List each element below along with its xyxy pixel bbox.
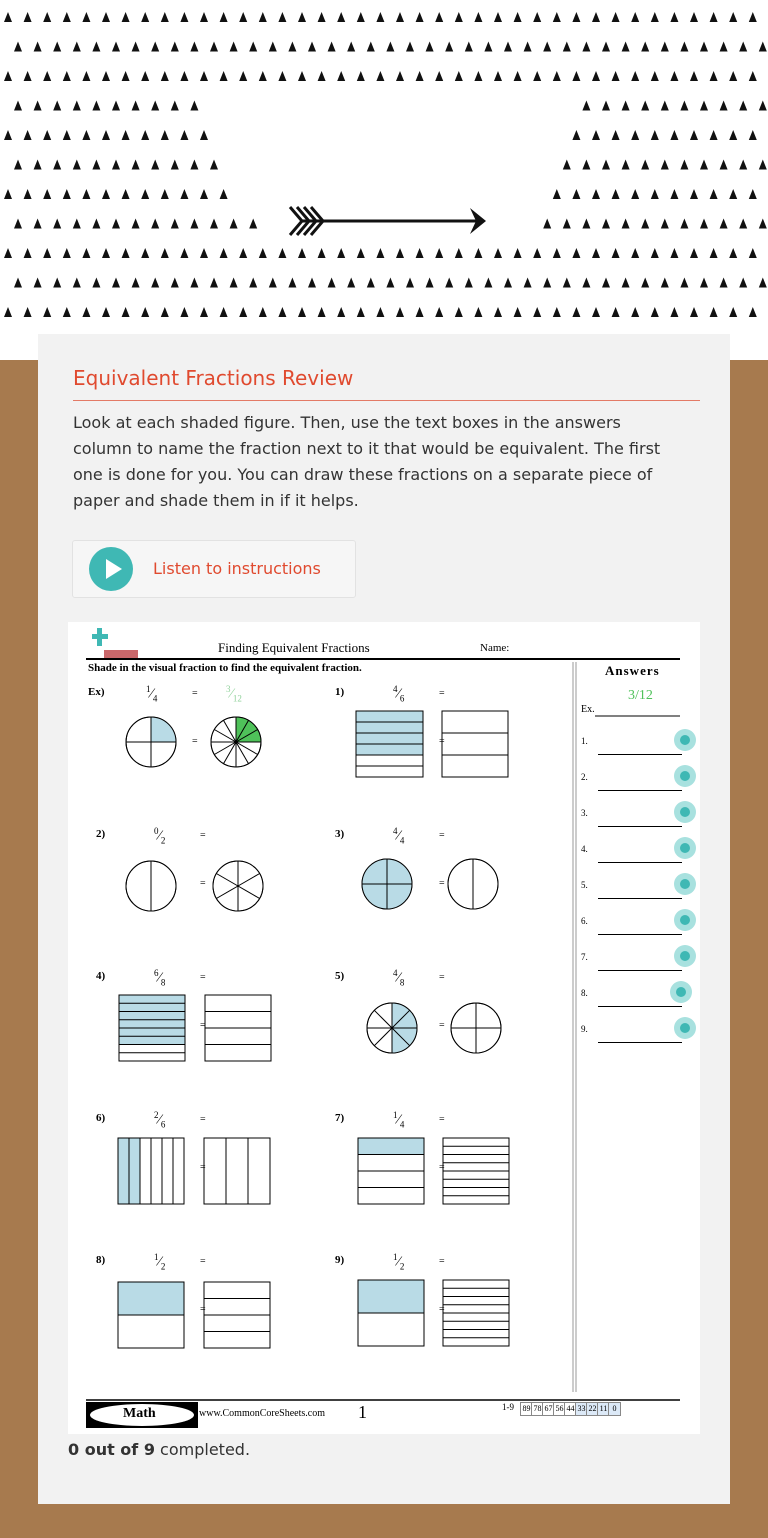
banner	[0, 0, 768, 360]
equals-sign: =	[439, 1162, 445, 1173]
activity-title: Equivalent Fractions Review	[73, 366, 700, 401]
activity-instructions: Look at each shaded figure. Then, use the text boxes in the answers column to name the fraction next to it that would be equivalent. The first one is done for you. You can draw these fractions on a separate piece of paper and shade them in if it helps.	[73, 413, 661, 510]
equals-sign: =	[439, 688, 445, 699]
equals-sign: =	[439, 1114, 445, 1125]
answer-input-7[interactable]	[598, 950, 682, 971]
problem-label: 4)	[96, 970, 106, 982]
example-answer: 3/12	[628, 688, 653, 703]
equals-sign: =	[200, 878, 206, 889]
problem-8-right-figure	[204, 1282, 270, 1348]
equals-sign: =	[439, 972, 445, 983]
answer-status-icon[interactable]	[670, 981, 692, 1003]
answer-input-1[interactable]	[598, 734, 682, 755]
answer-status-icon[interactable]	[674, 801, 696, 823]
problem-label: 6)	[96, 1112, 106, 1124]
problem-3-left-circle	[362, 859, 412, 909]
score-cell: 78	[531, 1402, 544, 1416]
problem-label: 2)	[96, 828, 106, 840]
answer-input-4[interactable]	[598, 842, 682, 863]
footer-url: www.CommonCoreSheets.com	[199, 1408, 326, 1419]
answer-status-icon[interactable]	[674, 1017, 696, 1039]
answer-status-icon[interactable]	[674, 765, 696, 787]
answer-status-icon[interactable]	[674, 729, 696, 751]
score-cell: 67	[542, 1402, 555, 1416]
problem-label: 9)	[335, 1254, 345, 1266]
problem-fraction: $^1⁄_2$	[393, 1252, 405, 1272]
problem-4-left-figure	[119, 995, 185, 1061]
problem-fraction: $^2⁄_6$	[154, 1110, 166, 1130]
answers-heading: Answers	[605, 663, 660, 678]
completion-count: 0 out of 9	[68, 1440, 155, 1459]
equals-sign: =	[200, 1256, 206, 1267]
problem-fraction: $^4⁄_4$	[393, 826, 405, 846]
equals-sign: =	[439, 1304, 445, 1315]
problem-fraction: $^4⁄_8$	[393, 968, 405, 988]
example-label: Ex.	[581, 704, 595, 715]
score-cell: 33	[575, 1402, 588, 1416]
score-cell: 56	[553, 1402, 566, 1416]
worksheet	[68, 622, 700, 1434]
completion-suffix: completed.	[154, 1440, 251, 1459]
equals-sign: =	[439, 830, 445, 841]
example-left-circle	[126, 717, 176, 767]
problem-fraction: $^4⁄_6$	[393, 684, 405, 704]
problem-label: Ex)	[88, 686, 105, 698]
footer-range: 1-9	[502, 1402, 514, 1412]
answer-row-label: 2.	[581, 772, 588, 782]
answer-status-icon[interactable]	[674, 873, 696, 895]
equals-sign: =	[200, 972, 206, 983]
name-label: Name:	[480, 642, 510, 654]
listen-button[interactable]	[72, 540, 356, 598]
problem-label: 1)	[335, 686, 345, 698]
worksheet-title: Finding Equivalent Fractions	[218, 640, 370, 655]
answer-row-label: 7.	[581, 952, 588, 962]
problem-5-right-circle	[451, 1003, 501, 1053]
problem-9-left-figure	[358, 1280, 424, 1346]
footer-page: 1	[358, 1402, 367, 1422]
score-cell: 89	[520, 1402, 533, 1416]
score-cell: 44	[564, 1402, 577, 1416]
problem-9-right-figure	[443, 1280, 509, 1346]
answer-input-3[interactable]	[598, 806, 682, 827]
problem-6-left-figure	[118, 1138, 184, 1204]
play-icon	[89, 547, 133, 591]
problem-label: 3)	[335, 828, 345, 840]
answer-row-label: 6.	[581, 916, 588, 926]
answer-row-label: 5.	[581, 880, 588, 890]
score-cell: 0	[608, 1402, 621, 1416]
listen-label: Listen to instructions	[153, 559, 321, 578]
problem-1-left-figure	[356, 711, 423, 777]
answer-status-icon[interactable]	[674, 837, 696, 859]
answer-row-label: 9.	[581, 1024, 588, 1034]
problem-2-right-circle	[213, 861, 263, 911]
answer-row-label: 8.	[581, 988, 588, 998]
equals-sign: =	[439, 736, 445, 747]
answer-row-label: 4.	[581, 844, 588, 854]
example-right-circle	[211, 717, 261, 767]
problem-label: 5)	[335, 970, 345, 982]
problem-fraction: $^1⁄_4$	[393, 1110, 405, 1130]
problem-label: 8)	[96, 1254, 106, 1266]
problem-fraction: $^6⁄_8$	[154, 968, 166, 988]
worksheet-subtitle: Shade in the visual fraction to find the equivalent fraction.	[88, 662, 362, 674]
score-cell: 11	[597, 1402, 610, 1416]
answer-input-9[interactable]	[598, 1022, 682, 1043]
problem-1-right-figure	[442, 711, 508, 777]
problem-4-right-figure	[205, 995, 271, 1061]
equals-sign: =	[192, 688, 198, 699]
problem-8-left-figure	[118, 1282, 184, 1348]
answer-row-label: 1.	[581, 736, 588, 746]
equals-sign: =	[439, 1020, 445, 1031]
answer-input-6[interactable]	[598, 914, 682, 935]
problem-5-left-circle	[367, 1003, 417, 1053]
problem-3-right-circle	[448, 859, 498, 909]
answer-input-2[interactable]	[598, 770, 682, 791]
score-cell: 22	[586, 1402, 599, 1416]
activity-card	[38, 334, 730, 1504]
equals-sign: =	[200, 830, 206, 841]
problem-fraction: $^1⁄_2$	[154, 1252, 166, 1272]
answer-row-label: 3.	[581, 808, 588, 818]
problem-7-right-figure	[443, 1138, 509, 1204]
problem-label: 7)	[335, 1112, 345, 1124]
footer-math: Math	[123, 1406, 156, 1421]
problem-6-right-figure	[204, 1138, 270, 1204]
problem-7-left-figure	[358, 1138, 424, 1204]
equals-sign: =	[192, 736, 198, 747]
worksheet-logo-icon	[92, 628, 138, 658]
arrow-icon	[290, 207, 486, 235]
equals-sign: =	[200, 1304, 206, 1315]
answer-input-5[interactable]	[598, 878, 682, 899]
answer-status-icon[interactable]	[674, 945, 696, 967]
equals-sign: =	[439, 878, 445, 889]
example-result-fraction: $^3⁄_{12}$	[226, 684, 242, 704]
problem-fraction: $^0⁄_2$	[154, 826, 166, 846]
problem-2-left-circle	[126, 861, 176, 911]
answer-status-icon[interactable]	[674, 909, 696, 931]
triangle-pattern	[0, 0, 768, 360]
equals-sign: =	[200, 1114, 206, 1125]
equals-sign: =	[200, 1020, 206, 1031]
problem-fraction: $^1⁄_4$	[146, 684, 158, 704]
completion-status	[68, 1440, 250, 1459]
equals-sign: =	[439, 1256, 445, 1267]
equals-sign: =	[200, 1162, 206, 1173]
